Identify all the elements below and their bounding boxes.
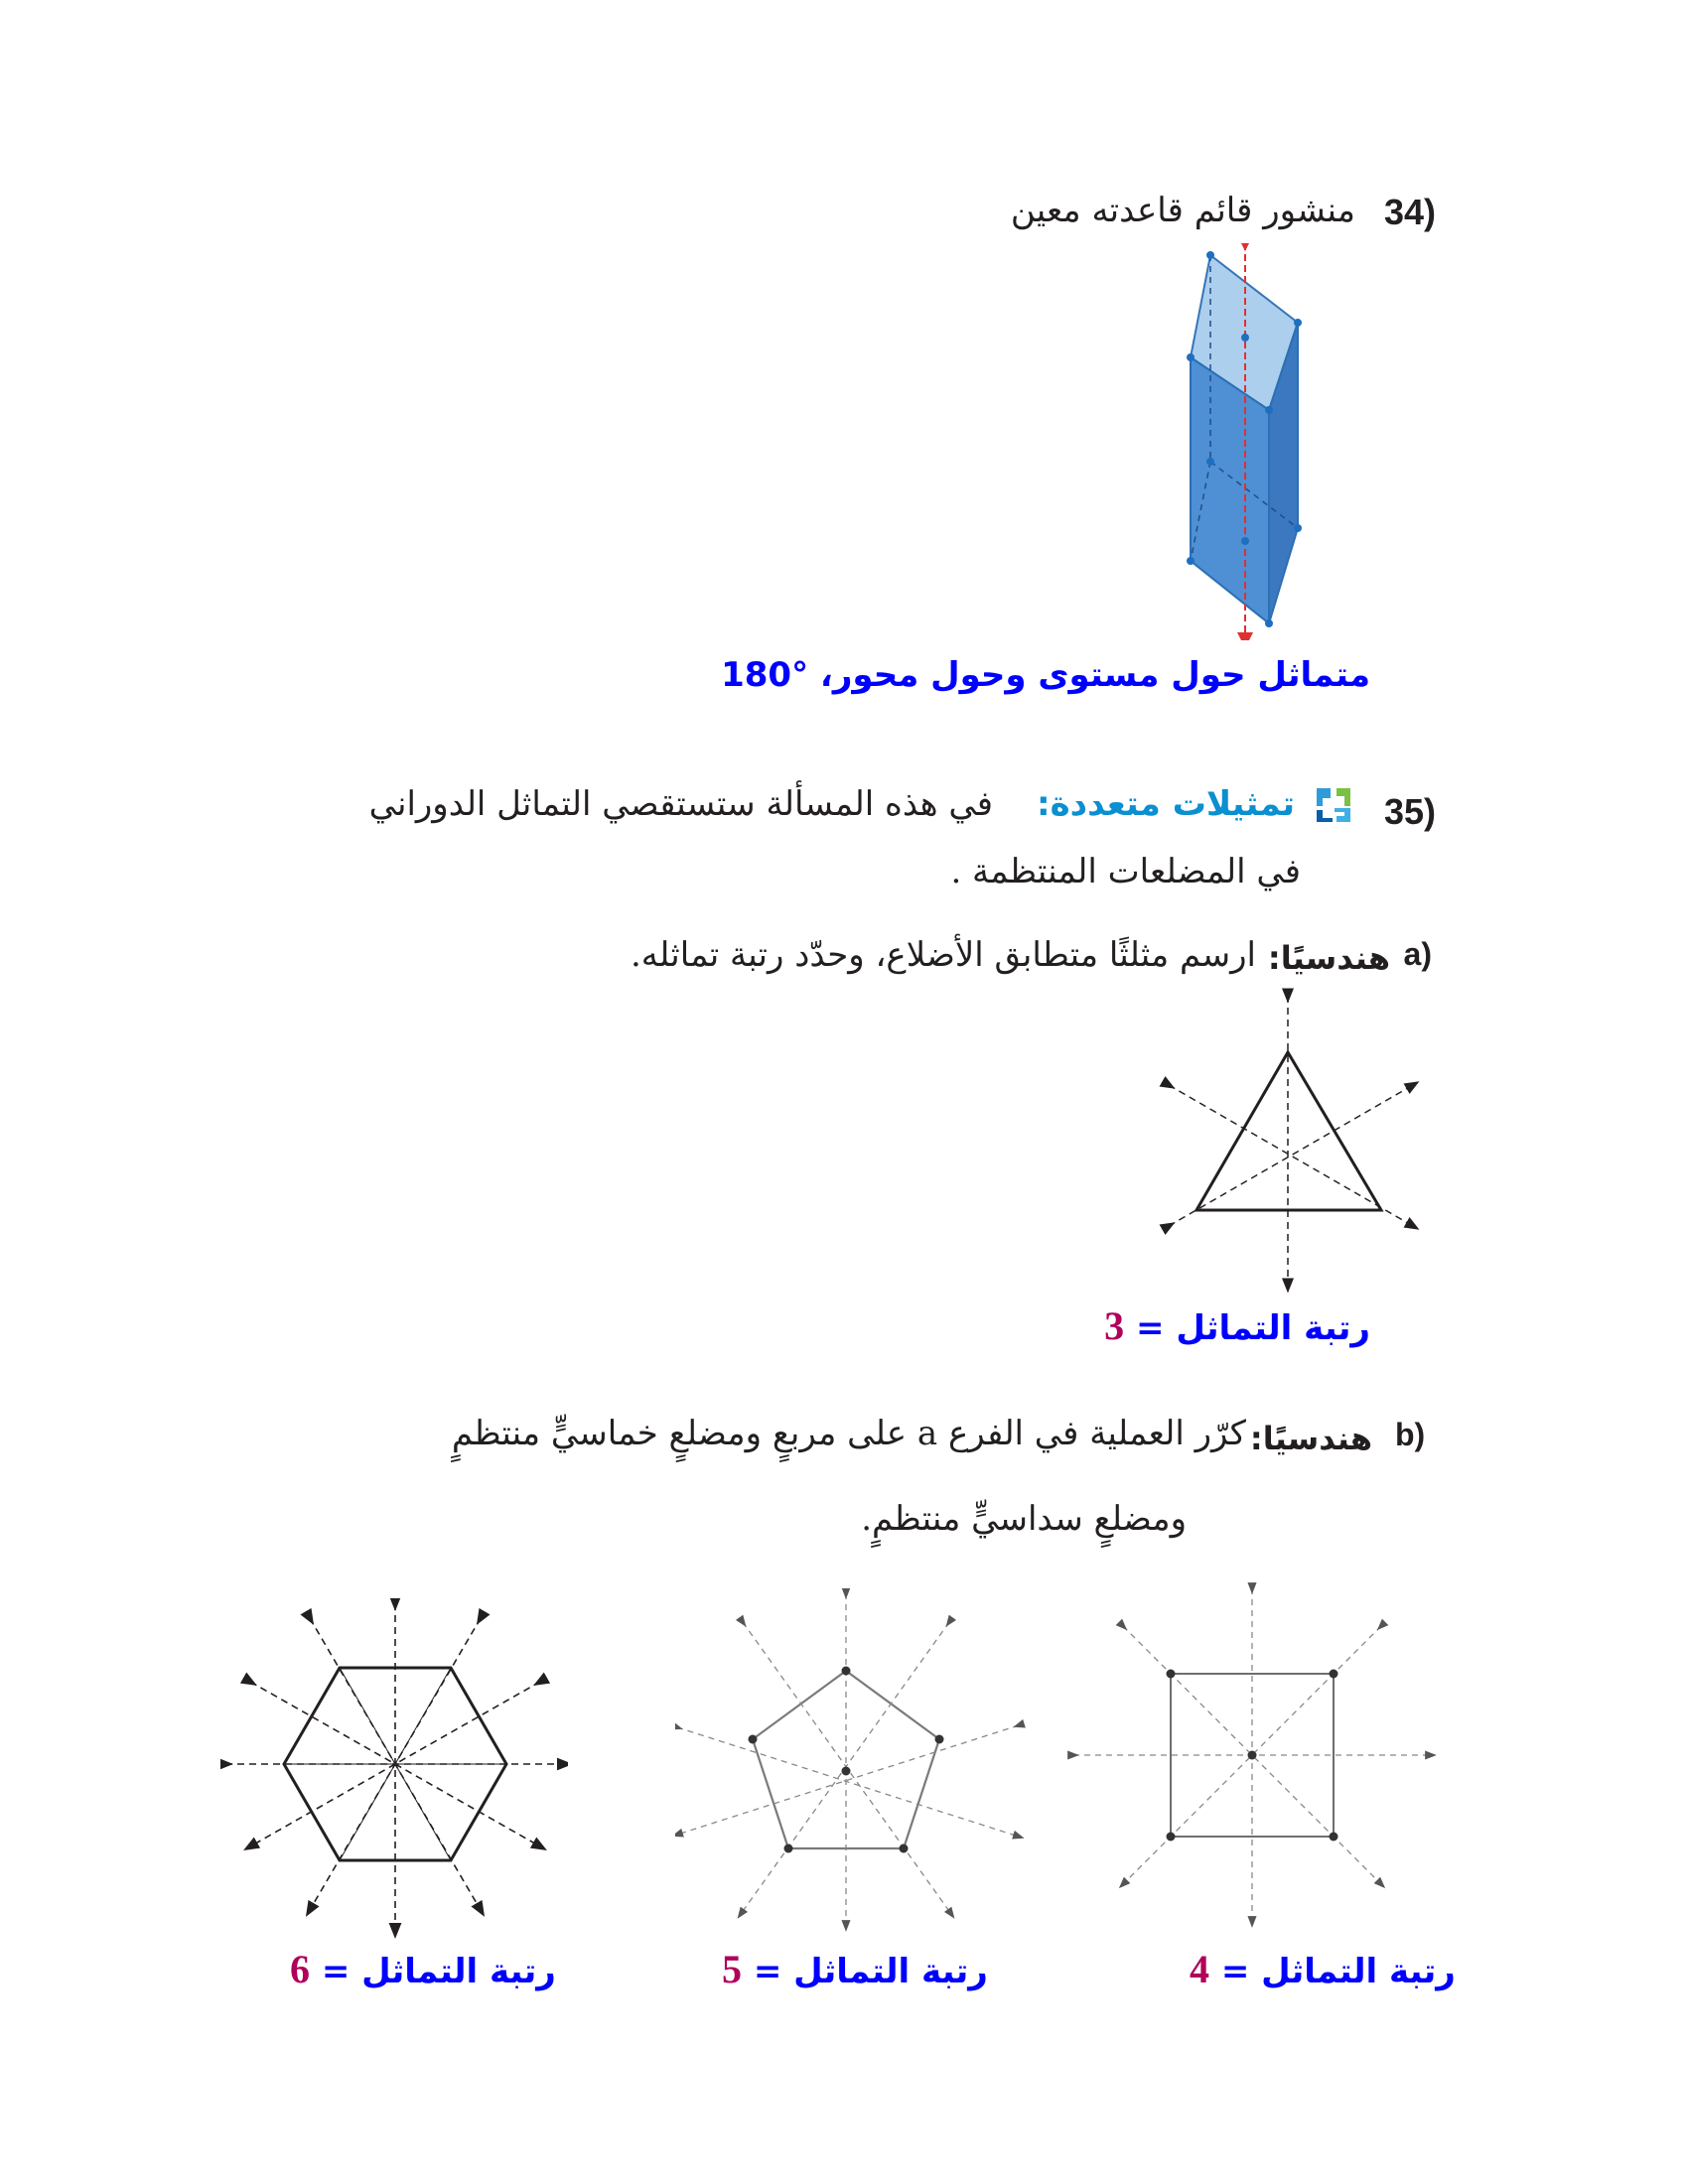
hexagon-order-label: رتبة التماثل = — [321, 1952, 556, 1991]
problem-34-number: 34) — [1384, 192, 1437, 232]
problem-34-answer: متماثل حول مستوى وحول محور، °180 — [721, 655, 1370, 695]
square-order-value: 4 — [1190, 1947, 1209, 1991]
hexagon-order-value: 6 — [290, 1947, 310, 1991]
triangle-order — [1104, 1302, 1370, 1349]
triangle-order-value: 3 — [1104, 1303, 1125, 1348]
hexagon-figure — [220, 1598, 568, 1956]
pentagon-figure — [675, 1588, 1033, 1936]
square-order — [1190, 1946, 1456, 1992]
triangle-order-label: رتبة التماثل = — [1136, 1308, 1370, 1348]
rhombus-prism-figure — [1167, 243, 1326, 640]
problem-35-text-line1: في هذه المسألة ستستقصي التماثل الدوراني — [368, 784, 993, 824]
part-a-letter: a) — [1403, 936, 1432, 972]
problem-35-label: تمثيلات متعددة: — [1036, 784, 1295, 824]
part-a-heading — [1404, 936, 1432, 973]
part-a-text: ارسم مثلثًا متطابق الأضلاع، وحدّد رتبة تماثله. — [631, 935, 1256, 975]
part-b-text-line1: كرّر العملية في الفرع a على مربعٍ ومضلعٍ خماسيٍّ منتظمٍ — [451, 1414, 1246, 1453]
part-b-label: هندسيًا: — [1249, 1420, 1372, 1457]
square-order-label: رتبة التماثل = — [1220, 1952, 1456, 1991]
square-figure — [1067, 1578, 1445, 1936]
part-b-text-line2: ومضلعٍ سداسيٍّ منتظمٍ. — [861, 1499, 1187, 1539]
triangle-figure — [1157, 988, 1435, 1296]
problem-35-number: 35) — [1384, 791, 1437, 832]
problem-34-text: منشور قائم قاعدته معين — [1010, 191, 1355, 230]
part-a-label: هندسيًا: — [1267, 939, 1390, 977]
part-b-letter: b) — [1395, 1417, 1426, 1452]
problem-35-text-line2: في المضلعات المنتظمة . — [950, 852, 1301, 891]
hexagon-order — [290, 1946, 556, 1992]
multiple-representations-icon — [1313, 784, 1354, 826]
pentagon-order — [722, 1946, 988, 1992]
pentagon-order-value: 5 — [722, 1947, 742, 1991]
pentagon-order-label: رتبة التماثل = — [753, 1952, 988, 1991]
equilateral-triangle — [1196, 1052, 1381, 1210]
